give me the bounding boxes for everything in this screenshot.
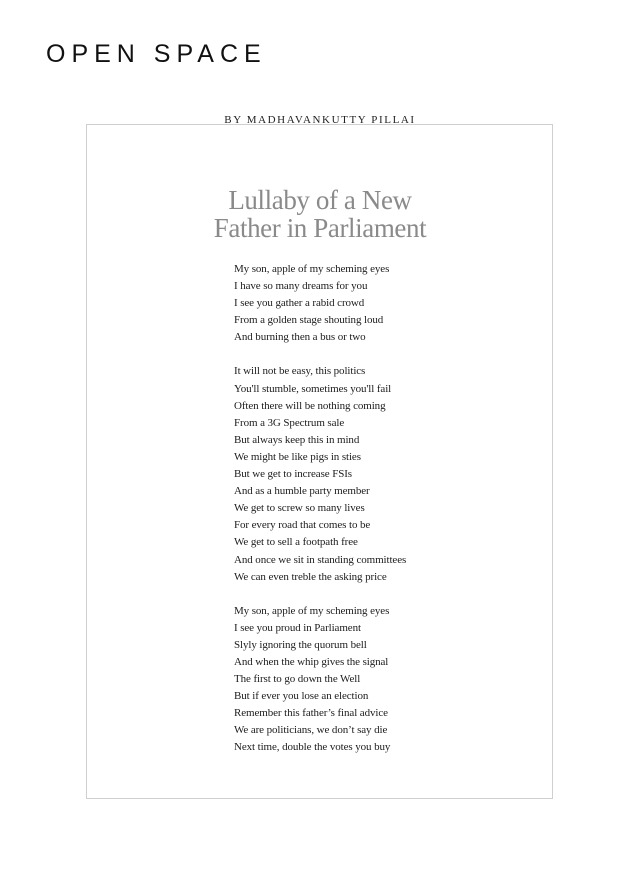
- poem-body: [234, 261, 534, 774]
- poem-line: And burning then a bus or two: [234, 331, 366, 344]
- poem-line: I see you gather a rabid crowd: [234, 297, 365, 310]
- poem-line: For every road that comes to be: [234, 519, 371, 532]
- poem-line: Remember this father’s final advice: [234, 707, 388, 720]
- section-title: OPEN SPACE: [46, 40, 267, 68]
- poem-line: You'll stumble, sometimes you'll fail: [234, 382, 392, 395]
- poem-line: The first to go down the Well: [234, 673, 361, 686]
- poem-line: And as a humble party member: [234, 485, 370, 498]
- poem-line: I have so many dreams for you: [234, 280, 368, 293]
- poem-line: My son, apple of my scheming eyes: [234, 263, 390, 275]
- poem-title-line-1: Lullaby of a New: [228, 185, 412, 215]
- poem-line: My son, apple of my scheming eyes: [234, 604, 390, 617]
- poem-line: Often there will be nothing coming: [234, 399, 386, 412]
- poem-title-line-2: Father in Parliament: [213, 213, 427, 243]
- poem-line: From a 3G Spectrum sale: [234, 416, 345, 429]
- stanza-1: [234, 261, 534, 346]
- stanza-2: [234, 363, 534, 585]
- author-byline: BY MADHAVANKUTTY PILLAI: [224, 114, 416, 126]
- poem-line: From a golden stage shouting loud: [234, 314, 384, 327]
- poem-line: But if ever you lose an election: [234, 690, 369, 703]
- poem-line: We are politicians, we don’t say die: [234, 724, 388, 737]
- poem-title: [0, 186, 640, 242]
- poem-line: We get to sell a footpath free: [234, 536, 358, 549]
- stanza-3: [234, 603, 534, 757]
- poem-line: I see you proud in Parliament: [234, 621, 361, 634]
- poem-line: We get to screw so many lives: [234, 502, 365, 515]
- poem-line: But we get to increase FSIs: [234, 468, 352, 481]
- poem-line: It will not be easy, this politics: [234, 365, 366, 378]
- poem-line: Slyly ignoring the quorum bell: [234, 638, 367, 651]
- poem-line: We might be like pigs in sties: [234, 450, 361, 463]
- poem-line: And once we sit in standing committees: [234, 553, 407, 566]
- poem-line: And when the whip gives the signal: [234, 655, 389, 668]
- poem-line: But always keep this in mind: [234, 433, 360, 446]
- poem-line: Next time, double the votes you buy: [234, 741, 391, 754]
- poem-line: We can even treble the asking price: [234, 570, 387, 583]
